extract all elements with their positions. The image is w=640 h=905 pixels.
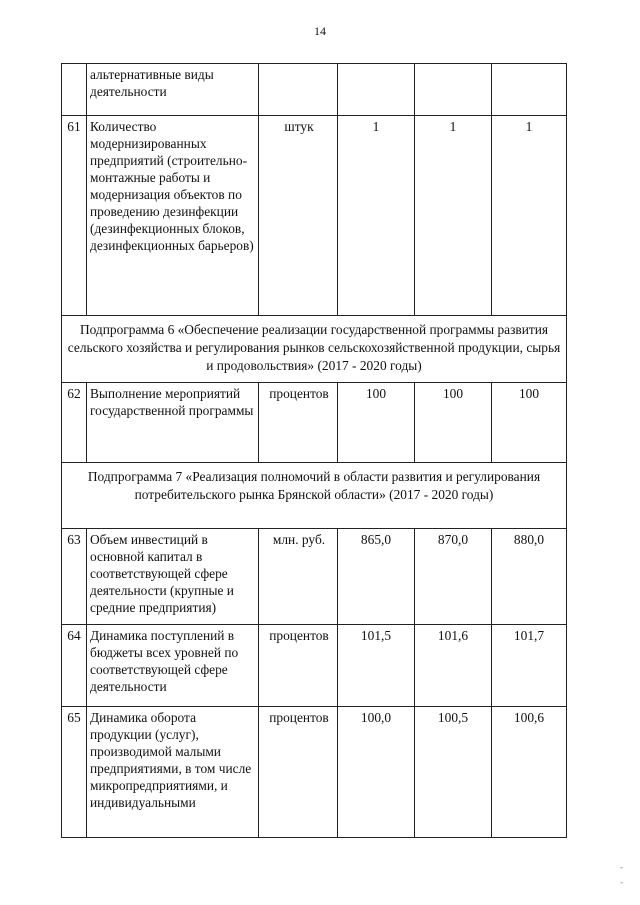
indicator-name: Объем инвестиций в основной капитал в соответствующей сфере деятельности (крупные и средние предприятия) xyxy=(87,529,259,625)
value-col-1: 865,0 xyxy=(338,529,415,625)
unit-of-measure: процентов xyxy=(259,383,338,463)
table-row xyxy=(62,116,567,316)
value-col-1: 1 xyxy=(338,116,415,316)
unit-of-measure: млн. руб. xyxy=(259,529,338,625)
row-number: 62 xyxy=(62,383,87,463)
value-col-2: 870,0 xyxy=(415,529,492,625)
indicator-name: Динамика поступлений в бюджеты всех уровней по соответствующей сфере деятельности xyxy=(87,625,259,707)
table-row xyxy=(62,383,567,463)
value-col-1: 101,5 xyxy=(338,625,415,707)
row-number xyxy=(62,64,87,116)
value-col-1: 100,0 xyxy=(338,707,415,838)
unit-of-measure: штук xyxy=(259,116,338,316)
unit-of-measure: процентов xyxy=(259,707,338,838)
value-col-3: 100,6 xyxy=(492,707,567,838)
indicators-table xyxy=(61,63,567,838)
table-row xyxy=(62,625,567,707)
value-col-3: 880,0 xyxy=(492,529,567,625)
value-col-3 xyxy=(492,64,567,116)
value-col-2: 100,5 xyxy=(415,707,492,838)
value-col-3: 101,7 xyxy=(492,625,567,707)
row-number: 63 xyxy=(62,529,87,625)
row-number: 64 xyxy=(62,625,87,707)
value-col-2: 1 xyxy=(415,116,492,316)
scan-mark: - xyxy=(620,863,624,873)
indicator-name: Динамика оборота продукции (услуг), производимой малыми предприятиями, в том числе микропредприятиями, и индивидуальными xyxy=(87,707,259,838)
table-row xyxy=(62,529,567,625)
indicator-name: Выполнение мероприятий государственной программы xyxy=(87,383,259,463)
value-col-1: 100 xyxy=(338,383,415,463)
value-col-2: 100 xyxy=(415,383,492,463)
page-number: 14 xyxy=(314,24,326,38)
section-row xyxy=(62,316,567,383)
value-col-2: 101,6 xyxy=(415,625,492,707)
table-row xyxy=(62,707,567,838)
subprogram-title: Подпрограмма 7 «Реализация полномочий в области развития и регулирования потребительского рынка Брянской области» (2017 - 2020 годы) xyxy=(62,463,567,529)
section-row xyxy=(62,463,567,529)
unit-of-measure: процентов xyxy=(259,625,338,707)
value-col-3: 100 xyxy=(492,383,567,463)
unit-of-measure xyxy=(259,64,338,116)
value-col-2 xyxy=(415,64,492,116)
indicator-name: Количество модернизированных предприятий (строительно-монтажные работы и модернизация объектов по проведению дезинфекции (дезинфекционных блоков, дезинфекционных барьеров) xyxy=(87,116,259,316)
value-col-1 xyxy=(338,64,415,116)
row-number: 65 xyxy=(62,707,87,838)
indicator-name: альтернативные виды деятельности xyxy=(87,64,259,116)
subprogram-title: Подпрограмма 6 «Обеспечение реализации государственной программы развития сельского хозяйства и регулирования рынков сельскохозяйственной продукции, сырья и продовольствия» (2017 - 2020 годы) xyxy=(62,316,567,383)
value-col-3: 1 xyxy=(492,116,567,316)
scan-mark: - xyxy=(620,878,624,888)
row-number: 61 xyxy=(62,116,87,316)
table-row xyxy=(62,64,567,116)
